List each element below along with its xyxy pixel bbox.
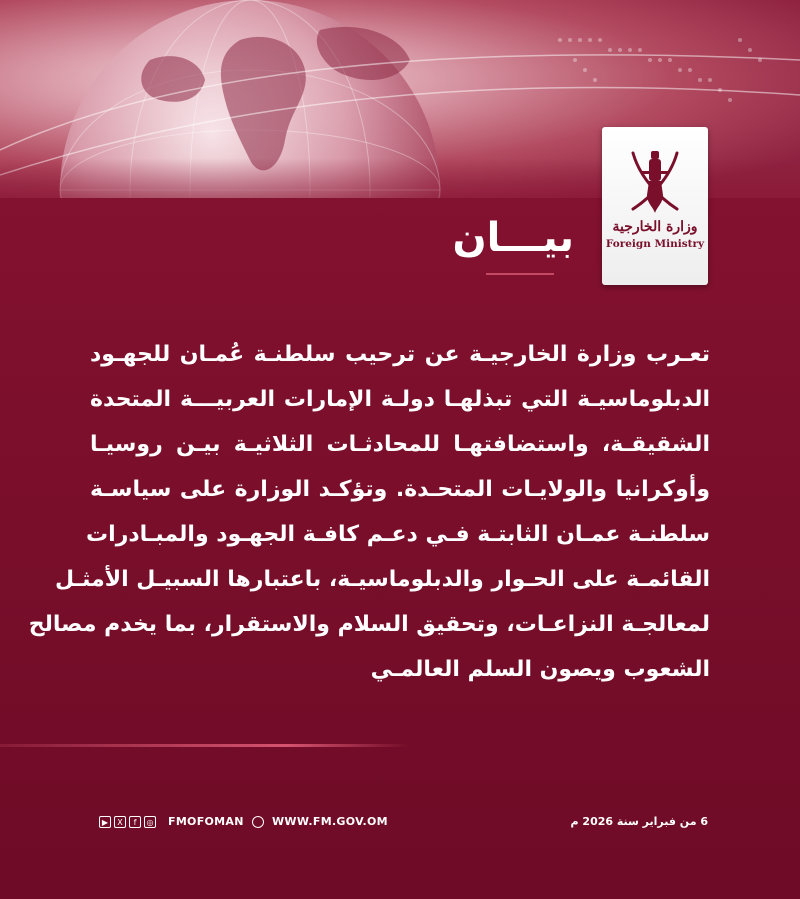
logo-english-name: Foreign Ministry [605,238,705,250]
logo-arabic-name: وزارة الخارجية [612,219,698,235]
x-icon[interactable]: X [114,816,126,828]
body-line: سلطنـة عمـان الثابتـة فـي دعـم كافـة الجهـود والمبـادرات [86,522,710,547]
statement-body [28,332,710,692]
social-links [99,816,156,828]
body-line: الشقيقـة، واستضافتهـا للمحادثـات الثلاثيـة بيـن روسيـا [90,432,710,457]
body-line: تعـرب وزارة الخارجيـة عن ترحيب سلطنـة عُمـان للجهـود [90,342,710,367]
body-line: وأوكرانيا والولايـات المتحـدة. وتؤكـد الوزارة على سياسـة [90,477,710,502]
globe-icon [252,816,264,828]
ministry-logo [602,127,708,285]
youtube-icon[interactable]: ▶ [99,816,111,828]
body-line: الشعوب ويصون السلم العالمـي [370,657,710,682]
heading-underline [486,273,554,275]
instagram-icon[interactable]: ◎ [144,816,156,828]
body-line: الدبلوماسيـة التي تبذلهـا دولـة الإمارات العربيـــة المتحدة [90,387,710,412]
body-line: لمعالجـة النزاعـات، وتحقيق السلام والاستقرار، بما يخدم مصالح [28,612,710,637]
statement-heading: بيـــان [452,215,574,261]
website-link[interactable]: WWW.FM.GOV.OM [272,815,388,828]
footer-divider [0,744,410,747]
statement-date: 6 من فبراير سنة 2026 م [570,815,708,828]
khanjar-emblem-icon [625,143,685,217]
facebook-icon[interactable]: f [129,816,141,828]
social-handle[interactable]: FMOFOMAN [168,815,244,828]
footer [0,813,800,833]
body-line: القائمـة على الحـوار والدبلوماسيـة، باعتبارها السبيـل الأمثـل [54,567,710,592]
